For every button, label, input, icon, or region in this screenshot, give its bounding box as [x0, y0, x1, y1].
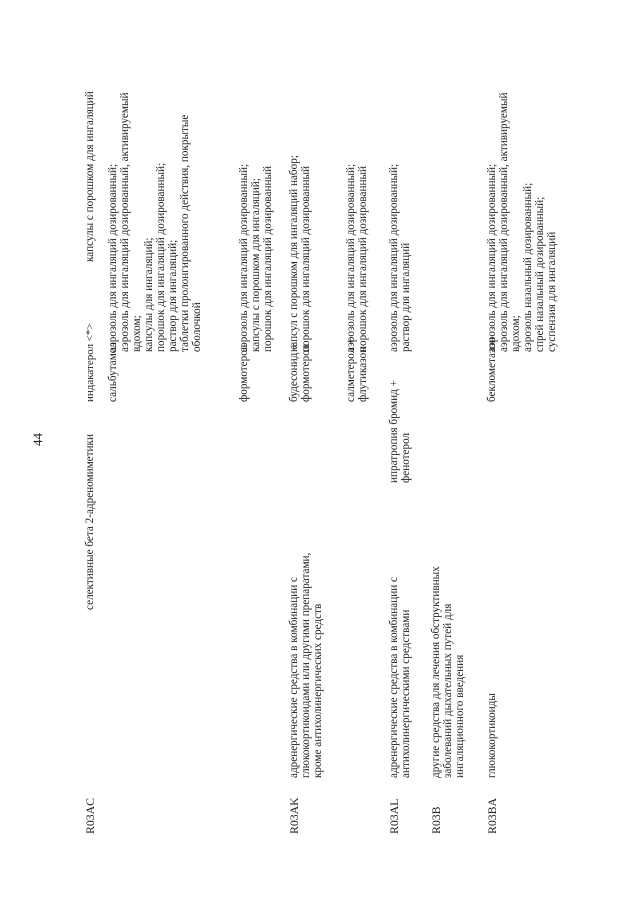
- atc-code-r03ac: R03AC: [83, 797, 97, 834]
- atc-code-r03b: R03B: [429, 806, 443, 834]
- atc-code-r03ba: R03BA: [485, 797, 499, 834]
- page-number: 44: [30, 433, 45, 446]
- dosage-forms-budesonide-formoterol: капсул с порошком для ингаляций набор; порошок для ингаляций дозированный: [288, 155, 312, 352]
- atc-group-r03ak: адренергические средства в комбинации с глюкокортикоидами или другими препаратами, кроме антихолинергических средств: [288, 552, 324, 778]
- dosage-forms-beclometasone: аэрозоль для ингаляций дозированный; аэрозоль для ингаляций дозированный, активируемый вдохом; аэрозоль назальный дозированный; спрей назальный дозированный; суспензия для ингаляций: [486, 92, 558, 352]
- drug-name-formoterol: формотерол: [238, 344, 250, 402]
- drug-name-indacaterol: индакатерол <*>: [84, 323, 96, 402]
- dosage-forms-ipratropium-fenoterol: аэрозоль для ингаляций дозированный; раствор для ингаляций: [388, 163, 412, 352]
- dosage-forms-salbutamol: аэрозоль для ингаляций дозированный; аэрозоль для ингаляций дозированный, активируемый вдохом; капсулы для ингаляций; порошок для ингаляций дозированный; раствор для ингаляций; таблетки пролонгированного действия, покрытые оболочкой: [107, 92, 203, 352]
- drug-name-budesonide-formoterol: будесонид + формотерол: [288, 343, 312, 402]
- dosage-forms-salmeterol-fluticasone: аэрозоль для ингаляций дозированный; порошок для ингаляций дозированный: [345, 163, 369, 352]
- atc-group-r03al: адренергические средства в комбинации с антихолинергическими средствами: [388, 577, 412, 778]
- atc-group-r03ac: селективные бета 2-адреномиметики: [84, 434, 96, 610]
- atc-group-r03ba: глюкокортикоиды: [486, 693, 498, 778]
- atc-group-r03b: другие средства для лечения обструктивных заболеваний дыхательных путей для ингаляционного введения: [430, 566, 466, 778]
- dosage-forms-indacaterol: капсулы с порошком для ингаляций: [84, 91, 96, 262]
- atc-code-r03al: R03AL: [387, 798, 401, 834]
- drug-name-beclometasone: беклометазон: [486, 337, 498, 402]
- drug-name-salbutamol: сальбутамол: [107, 342, 119, 402]
- drug-name-salmeterol-fluticasone: салметерол + флутиказон: [345, 338, 369, 402]
- dosage-forms-formoterol: аэрозоль для ингаляций дозированный; капсулы с порошком для ингаляций; порошок для ингаляций дозированный: [238, 163, 274, 352]
- atc-code-r03ak: R03AK: [287, 797, 301, 834]
- drug-name-ipratropium-fenoterol: ипратропия бромид + фенотерол: [388, 380, 412, 483]
